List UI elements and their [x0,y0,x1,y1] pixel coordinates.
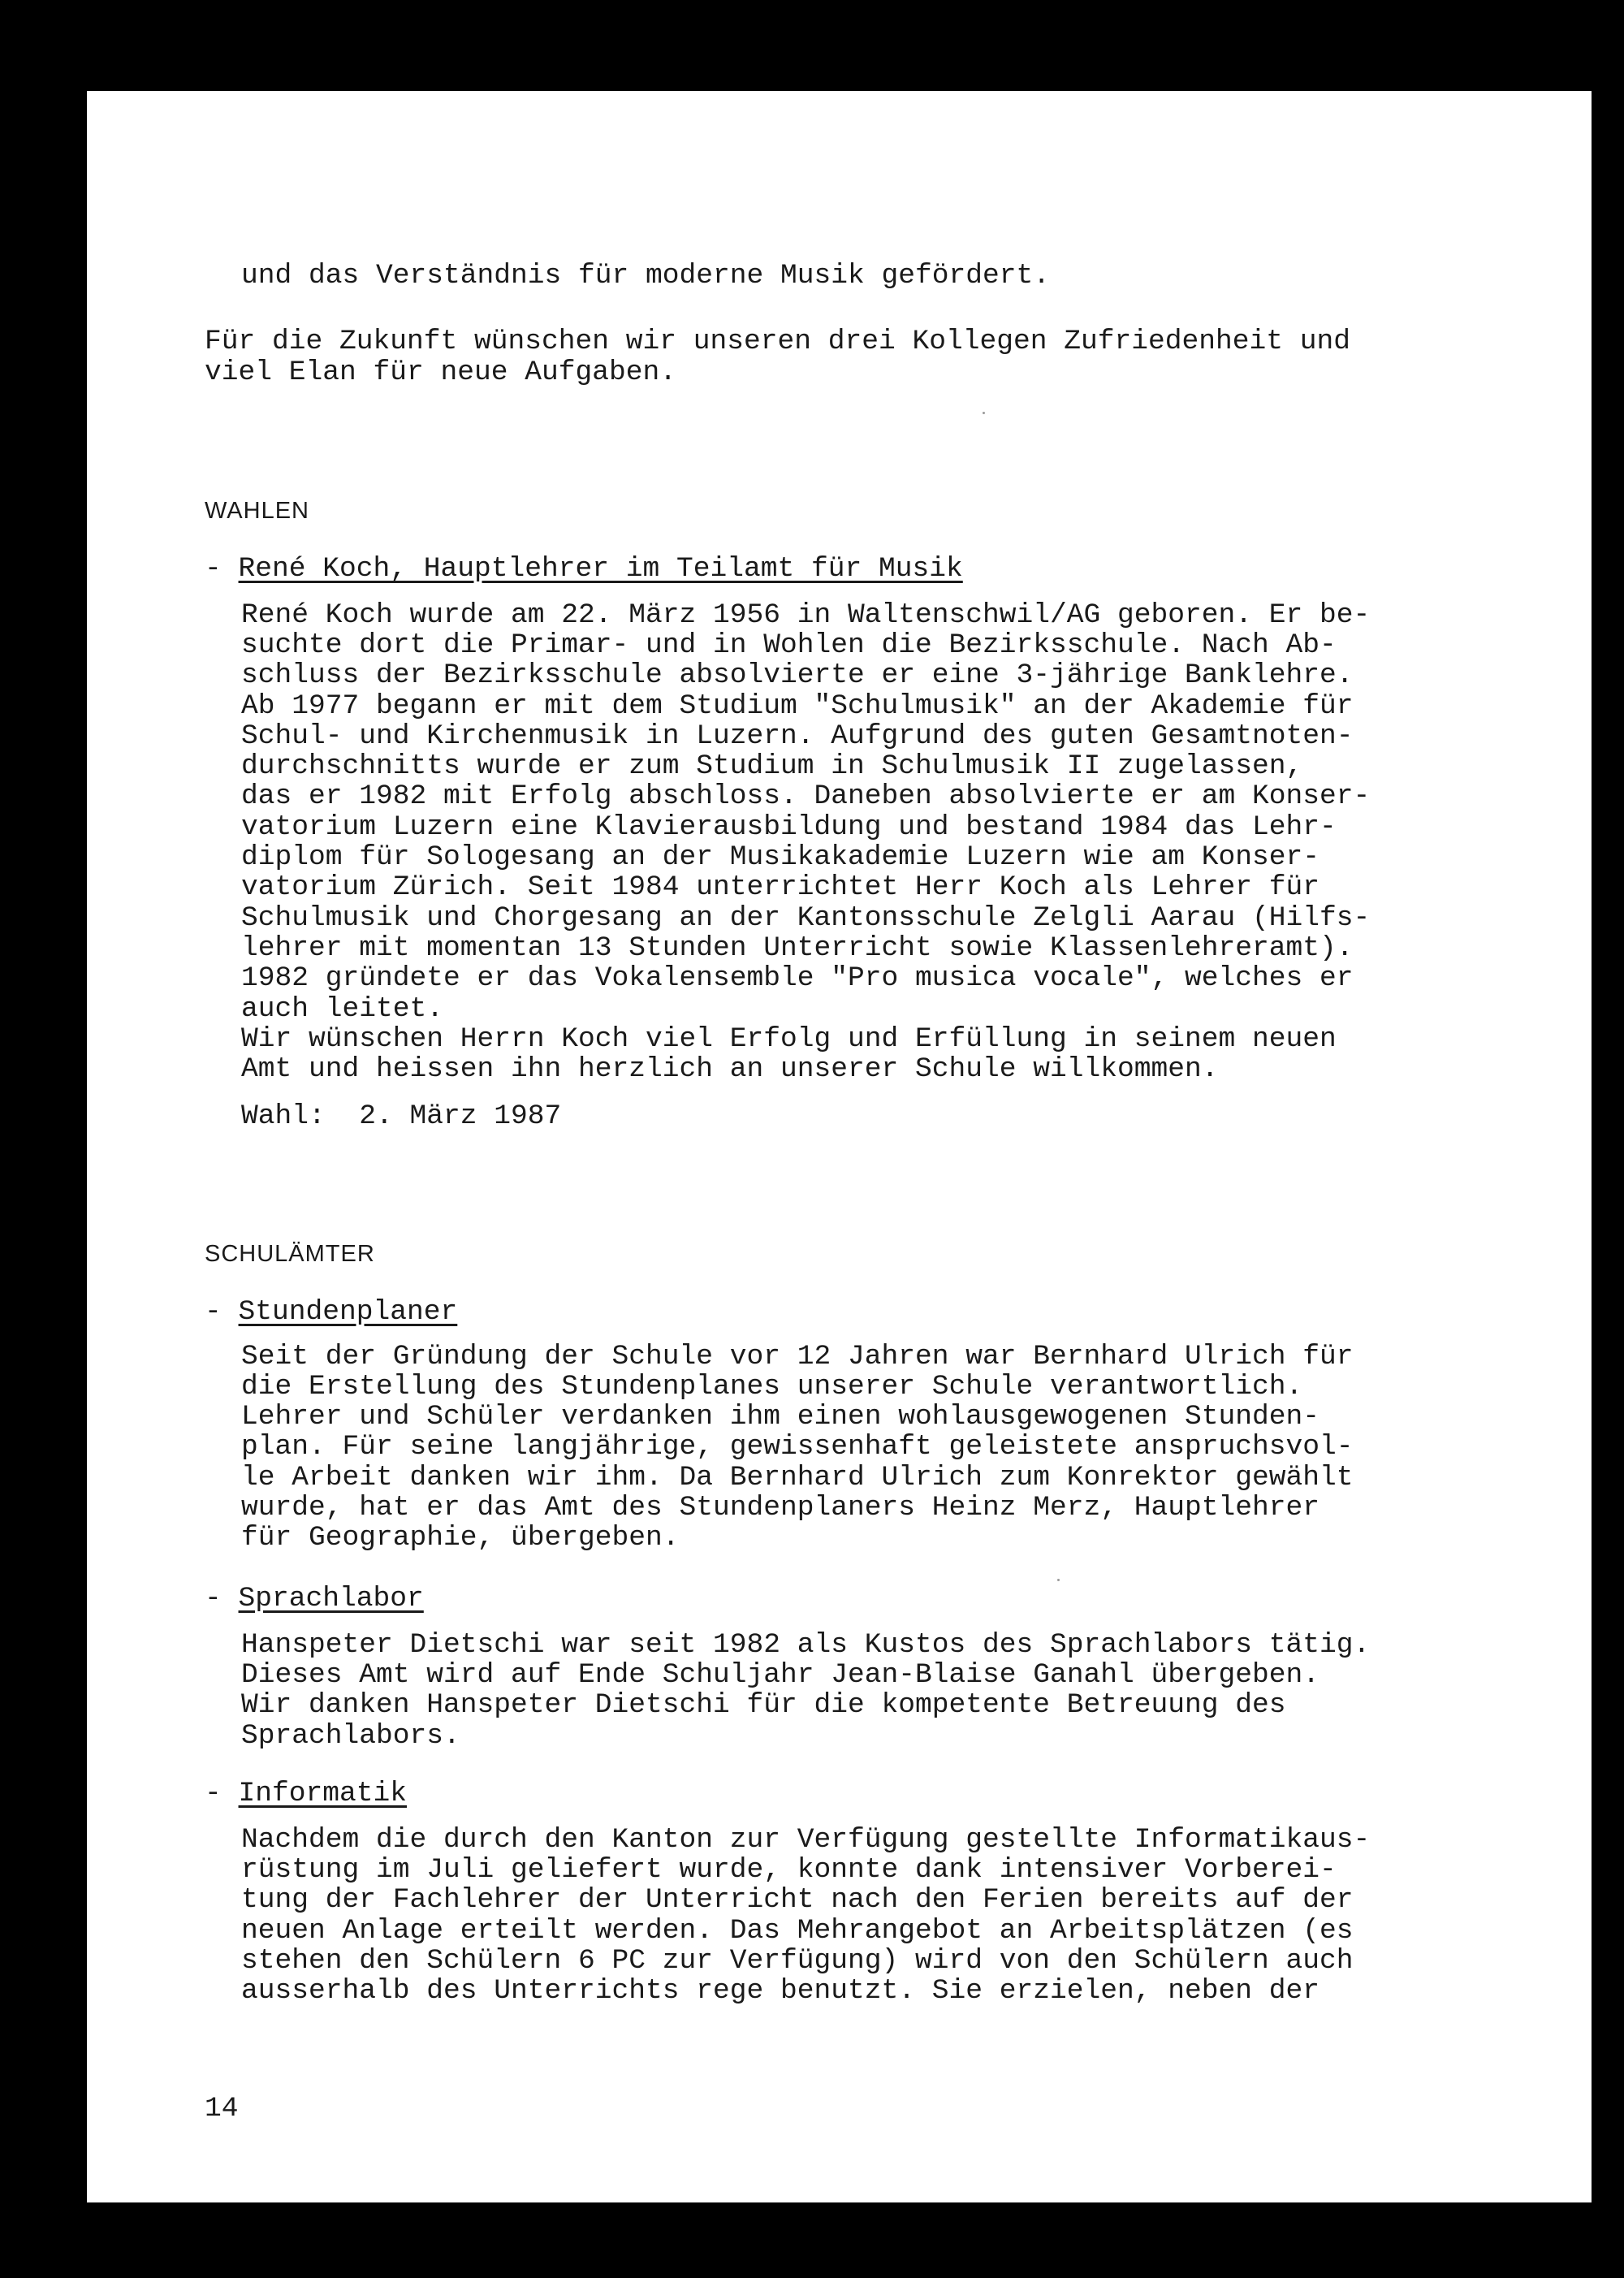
sprachlabor-body-line: Sprachlabors. [241,1720,460,1752]
informatik-body-line: Nachdem die durch den Kanton zur Verfügung gestellte Informatikaus- [241,1824,1371,1856]
wahlen-item-title [205,554,963,585]
stundenplaner-body-line: Seit der Gründung der Schule vor 12 Jahren war Bernhard Ulrich für [241,1341,1354,1372]
wahlen-body-line: diplom für Sologesang an der Musikakademie Luzern wie am Konser- [241,841,1320,873]
stundenplaner-body-line: die Erstellung des Stundenplanes unserer Schule verantwortlich. [241,1371,1303,1403]
stundenplaner-body-line: Lehrer und Schüler verdanken ihm einen wohlausgewogenen Stunden- [241,1401,1320,1433]
stundenplaner-body-line: für Geographie, übergeben. [241,1522,680,1554]
wahlen-body-line: durchschnitts wurde er zum Studium in Schulmusik II zugelassen, [241,750,1303,782]
wahlen-body-line: René Koch wurde am 22. März 1956 in Waltenschwil/AG geboren. Er be- [241,599,1371,631]
wahlen-body-line: Ab 1977 begann er mit dem Studium "Schulmusik" an der Akademie für [241,690,1354,722]
wahlen-body-line: schluss der Bezirksschule absolvierte er eine 3-jährige Banklehre. [241,659,1354,691]
sprachlabor-body-line: Hanspeter Dietschi war seit 1982 als Kustos des Sprachlabors tätig. [241,1629,1371,1661]
informatik-body-line: rüstung im Juli geliefert wurde, konnte dank intensiver Vorberei- [241,1854,1337,1886]
informatik-body-line: stehen den Schülern 6 PC zur Verfügung) wird von den Schülern auch [241,1945,1354,1977]
intro-line: und das Verständnis für moderne Musik gefördert. [241,260,1051,292]
dash: - [205,1778,222,1809]
wish-line-2: viel Elan für neue Aufgaben. [205,357,677,388]
stundenplaner-body-line: wurde, hat er das Amt des Stundenplaners Heinz Merz, Hauptlehrer [241,1492,1320,1524]
scan-speck [1057,1579,1060,1581]
wahlen-body-line: Schul- und Kirchenmusik in Luzern. Aufgrund des guten Gesamtnoten- [241,720,1354,752]
wahlen-body-line: Amt und heissen ihn herzlich an unserer Schule willkommen. [241,1053,1219,1085]
wahlen-body-line: Schulmusik und Chorgesang an der Kantonsschule Zelgli Aarau (Hilfs- [241,902,1371,934]
wahlen-body-line: das er 1982 mit Erfolg abschloss. Daneben absolvierte er am Konser- [241,780,1371,812]
wish-line-1: Für die Zukunft wünschen wir unseren drei Kollegen Zufriedenheit und [205,326,1351,357]
wahlen-body-line: vatorium Zürich. Seit 1984 unterrichtet Herr Koch als Lehrer für [241,871,1320,903]
section-heading-wahlen: WAHLEN [205,498,309,524]
document-page [87,91,1592,2202]
wahlen-body-line: 1982 gründete er das Vokalensemble "Pro musica vocale", welches er [241,962,1354,994]
wahlen-body-line: Wir wünschen Herrn Koch viel Erfolg und Erfüllung in seinem neuen [241,1023,1337,1055]
stundenplaner-body-line: le Arbeit danken wir ihm. Da Bernhard Ulrich zum Konrektor gewählt [241,1462,1354,1493]
dash: - [205,1583,222,1614]
stundenplaner-body-line: plan. Für seine langjährige, gewissenhaft geleistete anspruchsvol- [241,1431,1354,1463]
stundenplaner-title [205,1297,457,1328]
sprachlabor-title [205,1584,424,1614]
sprachlabor-body-line: Wir danken Hanspeter Dietschi für die kompetente Betreuung des [241,1689,1286,1721]
wahlen-body-line: vatorium Luzern eine Klavierausbildung und bestand 1984 das Lehr- [241,811,1337,843]
wahlen-title-text: René Koch, Hauptlehrer im Teilamt für Musik [238,553,963,585]
informatik-title [205,1779,407,1809]
page-number: 14 [205,2093,239,2125]
informatik-body-line: neuen Anlage erteilt werden. Das Mehrangebot an Arbeitsplätzen (es [241,1915,1354,1947]
section-heading-schulaemter: SCHULÄMTER [205,1241,375,1267]
election-date: Wahl: 2. März 1987 [241,1100,562,1132]
dash: - [205,1296,222,1328]
informatik-body-line: tung der Fachlehrer der Unterricht nach den Ferien bereits auf der [241,1884,1354,1916]
wahlen-body-line: lehrer mit momentan 13 Stunden Unterricht sowie Klassenlehreramt). [241,932,1354,964]
dash: - [205,553,222,585]
wahlen-body-line: suchte dort die Primar- und in Wohlen die Bezirksschule. Nach Ab- [241,629,1337,661]
sprachlabor-body-line: Dieses Amt wird auf Ende Schuljahr Jean-Blaise Ganahl übergeben. [241,1659,1320,1691]
informatik-body-line: ausserhalb des Unterrichts rege benutzt. Sie erzielen, neben der [241,1975,1320,2007]
informatik-title-text: Informatik [238,1778,408,1809]
sprachlabor-title-text: Sprachlabor [238,1583,424,1614]
scan-speck [983,412,985,414]
wahlen-body-line: auch leitet. [241,993,444,1025]
stundenplaner-title-text: Stundenplaner [238,1296,458,1328]
